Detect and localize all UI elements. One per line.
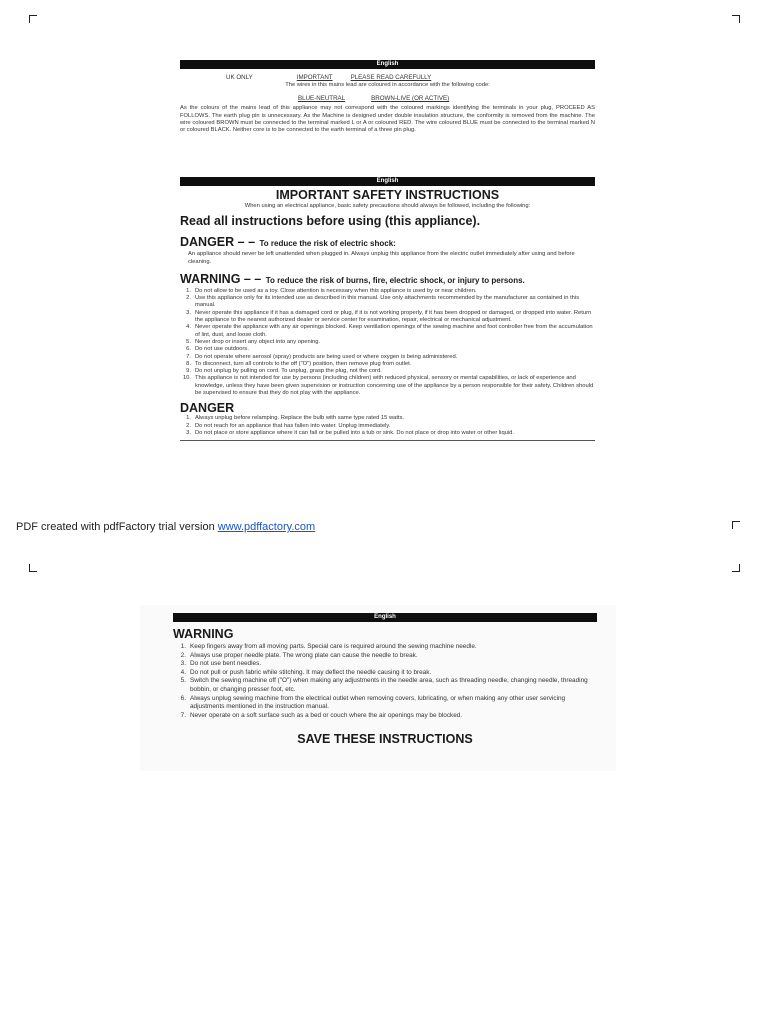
please-read-label: PLEASE READ CAREFULLY — [350, 74, 432, 81]
pdffactory-link[interactable]: www.pdffactory.com — [217, 521, 316, 533]
uk-only-label: UK ONLY — [226, 74, 253, 81]
pdf-note-text: PDF created with pdfFactory trial version — [16, 521, 218, 533]
warning-heading: WARNING – – — [180, 271, 262, 286]
list-item: 1. Always unplug before relamping. Replace the bulb with same type rated 15 watts. — [186, 415, 405, 422]
crop-mark-bottom-left — [29, 564, 37, 572]
page2-warning-heading: WARNING — [173, 627, 234, 641]
language-bar: English — [180, 177, 595, 186]
blue-neutral-label: BLUE-NEUTRAL — [298, 95, 346, 103]
list-item: 5. Switch the sewing machine off ("O") when making any adjustments in the needle area, such as threading needle, changing needle, threading bobbin, or changing presser foot, etc. — [180, 677, 588, 693]
warning-heading-row — [180, 270, 595, 288]
section-rule — [180, 440, 595, 441]
warning-subheading: To reduce the risk of burns, fire, electric shock, or injury to persons. — [265, 275, 525, 285]
safety-section — [180, 177, 595, 441]
brown-live-label: BROWN-LIVE (OR ACTIVE) — [371, 95, 450, 103]
danger-shock-heading-row — [180, 233, 595, 251]
list-item: 7. Never operate on a soft surface such as a bed or couch where the air openings may be blocked. — [180, 711, 463, 719]
read-all-heading: Read all instructions before using (this appliance). — [180, 214, 481, 229]
danger2-list — [180, 415, 595, 437]
list-item: 2. Always use proper needle plate. The wrong plate can cause the needle to break. — [180, 651, 418, 659]
list-item: 10. This appliance is not intended for use by persons (including children) with reduced physical, sensory or mental capabilities, or lack of experience and knowledge, unless they have been given supervision or instruction concerning use of the appliance by a person responsible for their safety. Children should be supervised to ensure that they do not play with the appliance. — [182, 375, 594, 397]
list-item: 1. Do not allow to be used as a toy. Close attention is necessary when this appliance is used by or near children. — [186, 287, 477, 294]
uk-paragraph: As the colours of the mains lead of this appliance may not correspond with the coloured markings identifying the terminals in your plug, PROCEED AS FOLLOWS. The earth plug pin is unnecessary. As the Machine is designed under double insulation structure, the conformity is removed from the machine. The wire coloured BROWN must be connected to the terminal marked L or A or coloured RED. The wire coloured BLUE must be connected to the terminal marked N or coloured BLACK. Neither core is to be connected to the earth terminal of a three pin plug. — [180, 105, 595, 134]
uk-section — [180, 60, 595, 134]
list-item: 3. Never operate this appliance if it has a damaged cord or plug, if it is not working properly, if it has been dropped or damaged, or dropped into water. Return the appliance to the nearest authorized dealer or service center for examination, repair, electrical or mechanical adjustment. — [186, 309, 592, 324]
crop-mark-top-left — [29, 15, 37, 23]
danger-heading: DANGER – – — [180, 235, 256, 250]
list-item: 3. Do not place or store appliance where it can fall or be pulled into a tub or sink. Do not place or drop into water or other liquid. — [186, 429, 515, 436]
list-item: 6. Do not use outdoors. — [186, 346, 249, 353]
list-item: 2. Do not reach for an appliance that has fallen into water. Unplug immediately. — [186, 422, 391, 429]
crop-mark-mid-left — [732, 521, 740, 529]
safety-intro: When using an electrical appliance, basic safety precautions should always be followed, including the following: — [244, 203, 531, 209]
list-item: 9. Do not unplug by pulling on cord. To unplug, grasp the plug, not the cord. — [186, 368, 382, 375]
list-item: 3. Do not use bent needles. — [180, 660, 262, 668]
language-bar: English — [180, 60, 595, 69]
danger2-heading: DANGER — [180, 401, 235, 416]
language-bar: English — [173, 613, 597, 622]
list-item: 4. Never operate the appliance with any air openings blocked. Keep ventilation openings of the sewing machine and foot controller free from the accumulation of lint, dust, and loose cloth. — [186, 324, 593, 338]
list-item: 7. Do not operate where aerosol (spray) products are being used or where oxygen is being administered. — [186, 353, 458, 360]
list-item: 5. Never drop or insert any object into any opening. — [186, 338, 321, 345]
save-instructions-heading: SAVE THESE INSTRUCTIONS — [297, 732, 473, 747]
danger-text: An appliance should never be left unattended when plugged in. Always unplug this appliance from the electric outlet immediately after using and before cleaning. — [188, 251, 575, 265]
list-item: 1. Keep fingers away from all moving parts. Special care is required around the sewing machine needle. — [180, 643, 477, 650]
warning-list — [180, 288, 595, 397]
important-label: IMPORTANT — [296, 74, 333, 81]
page2-warning-list — [173, 643, 597, 720]
safety-title: IMPORTANT SAFETY INSTRUCTIONS — [275, 188, 500, 202]
pdf-creator-note — [16, 521, 315, 533]
list-item: 8. To disconnect, turn all controls to the off ("O") position, then remove plug from outlet. — [186, 360, 412, 367]
list-item: 4. Do not pull or push fabric while stitching. It may deflect the needle causing it to break. — [180, 668, 432, 676]
page2-warning-section — [140, 605, 616, 771]
wires-line: The wires in this mains lead are coloured in accordance with the following code: — [285, 82, 490, 88]
crop-mark-top-right — [732, 15, 740, 23]
list-item: 2. Use this appliance only for its intended use as described in this manual. Use only attachments recommended by the manufacturer as contained in this manual. — [186, 295, 580, 309]
danger-subheading: To reduce the risk of electric shock: — [259, 239, 396, 249]
crop-mark-bottom-right — [732, 564, 740, 572]
uk-header-row — [180, 74, 595, 82]
list-item: 6. Always unplug sewing machine from the electrical outlet when removing covers, lubricating, or when making any other user servicing adjustments mentioned in the instruction manual. — [180, 694, 566, 711]
wire-colours-row — [180, 95, 595, 103]
page2-content — [173, 613, 597, 746]
